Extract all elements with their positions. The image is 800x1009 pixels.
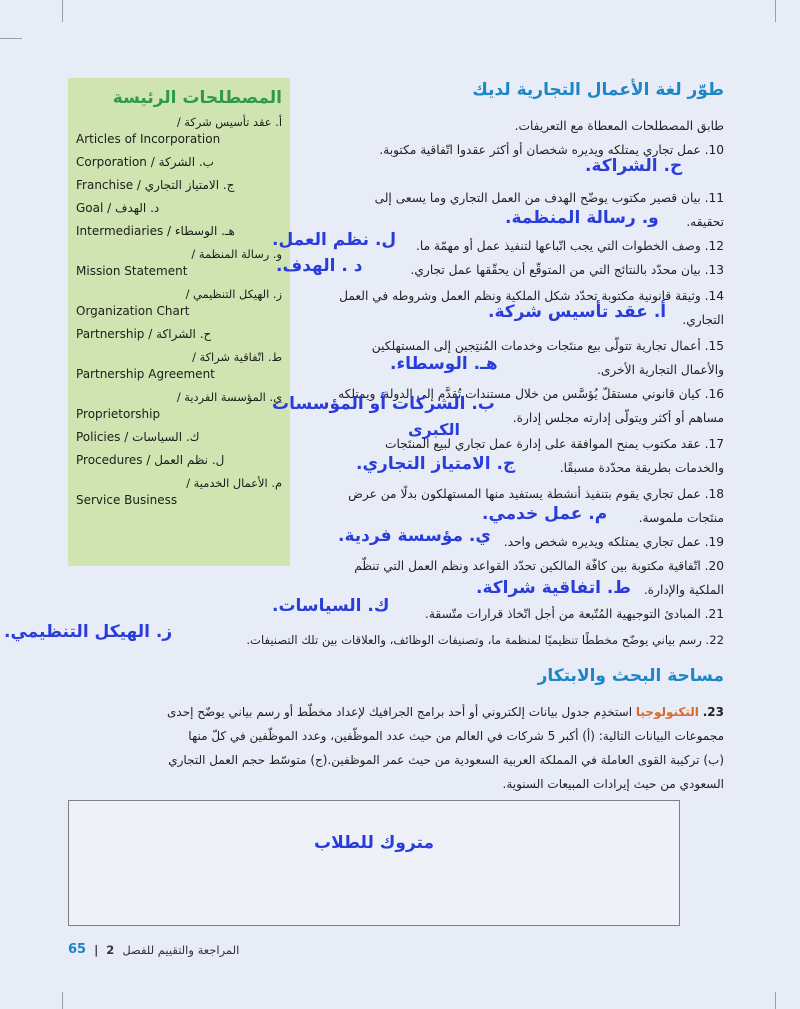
question-11: 11. بيان قصير مكتوب يوضّح الهدف من العمل التجاري وما يسعى إلى: [374, 191, 724, 205]
crop-mark: [775, 992, 776, 1009]
key-terms-box: [68, 78, 290, 566]
answer-18: م. عمل خدمي.: [482, 504, 608, 524]
key-term: [76, 452, 282, 469]
question-15: 15. أعمال تجارية تتولّى بيع منتَجات وخدمات المُنتِجين إلى المستهلكين: [371, 339, 724, 353]
key-term-text: ب. الشركة / Corporation: [76, 155, 214, 169]
question-12: 12. وصف الخطوات التي يجب اتّباعها لتنفيذ عمل أو مهمّة ما.: [415, 239, 724, 253]
answer-box-text: متروك للطلاب: [314, 833, 434, 853]
question-15-cont: والأعمال التجارية الأخرى.: [596, 363, 724, 377]
question-13: 13. بيان محدّد بالنتائج التي من المتوقّع أن يحقّقها عمل تجاري.: [410, 263, 724, 277]
key-terms-title: المصطلحات الرئيسة: [112, 88, 282, 108]
key-term-arabic: أ. عقد تأسيس شركة /: [176, 115, 282, 129]
key-term-text: د. الهدف / Goal: [76, 201, 160, 215]
key-term-english: Mission Statement: [76, 264, 188, 278]
key-term-arabic: و. رسالة المنظمة /: [191, 247, 282, 261]
key-terms-list: [76, 114, 282, 509]
key-term-english: Partnership Agreement: [76, 367, 215, 381]
answer-12: ل. نظم العمل.: [272, 230, 397, 250]
question-23-line2: مجموعات البيانات التالية: (أ) أكبر 5 شركات في العالم من حيث عدد الموظّفين، وعدد الموظّفين في كلّ منها: [188, 729, 724, 743]
answer-14: أ. عقد تأسيس شركة.: [488, 302, 667, 322]
question-14-cont: التجاري.: [682, 313, 724, 327]
question-22: 22. رسم بياني يوضّح مخططًا تنظيميًا لمنظمة ما، وتصنيفات الوظائف، والعلاقات بين تلك التصنيفات.: [246, 633, 724, 647]
question-23-line1: استخدِم جدول بيانات إلكتروني أو أحد برامج الجرافيك لإعداد مخطّط أو رسم بياني يوضّح إحدى: [167, 705, 633, 719]
answer-11: و. رسالة المنظمة.: [505, 208, 659, 228]
key-term-arabic: ي. المؤسسة الفردية /: [176, 390, 282, 404]
key-term: [76, 154, 282, 171]
answer-16-cont: الكبرى: [408, 420, 460, 439]
key-term-english: Organization Chart: [76, 304, 190, 318]
question-16-cont: مساهم أو أكثر ويتولّى إدارته مجلس إدارة.: [512, 411, 724, 425]
question-11-cont: تحقيقه.: [686, 215, 724, 229]
crop-mark: [0, 38, 22, 39]
question-20-cont: الملكية والإدارة.: [643, 583, 724, 597]
section-title-vocabulary: طوّر لغة الأعمال التجارية لديك: [472, 80, 724, 100]
question-21: 21. المبادئ التوجيهية المُتّبعة من أجل اتّخاذ قرارات متّسقة.: [425, 607, 724, 621]
answer-10: ح. الشراكة.: [585, 156, 683, 176]
section-title-research: مساحة البحث والابتكار: [537, 666, 724, 686]
question-23-line3: (ب) تركيبة القوى العاملة في المملكة العربية السعودية من حيث عمر الموظفين.(ج) متوسّط حجم العمل التجاري: [168, 753, 724, 767]
key-term: [76, 177, 282, 194]
crop-mark: [62, 0, 63, 22]
chapter-label: المراجعة والتقييم للفصل: [122, 942, 240, 957]
key-term: [76, 114, 282, 148]
question-18: 18. عمل تجاري يقوم بتنفيذ أنشطة يستفيد منها المستهلكون بدلًا من عرض: [348, 487, 724, 501]
key-term-english: Service Business: [76, 493, 178, 507]
key-term-text: هـ. الوسطاء / Intermediaries: [76, 224, 235, 238]
question-14: 14. وثيقة قانونية مكتوبة تحدّد شكل الملكية ونظم العمل وشروطه في العمل: [339, 289, 724, 303]
key-term-english: Articles of Incorporation: [76, 132, 221, 146]
question-23-number: 23.: [702, 705, 724, 719]
crop-mark: [775, 0, 776, 22]
key-term-text: ك. السياسات / Policies: [76, 430, 200, 444]
key-term-text: ح. الشراكة / Partnership: [76, 327, 212, 341]
footer-separator: |: [94, 942, 99, 957]
question-16: 16. كيان قانوني مستقلّ يُؤسَّس من خلال مستندات تُقدَّم إلى الدولة، ويمتلكه: [338, 387, 724, 401]
question-23: [167, 700, 724, 724]
question-17: 17. عقد مكتوب يمنح الموافقة على إدارة عمل تجاري لبيع المنتَجات: [385, 437, 724, 451]
answer-17: ج. الامتياز التجاري.: [356, 454, 516, 474]
question-23-line4: السعودي من حيث إيرادات المبيعات السنوية.: [502, 777, 724, 791]
question-19: 19. عمل تجاري يمتلكه ويديره شخص واحد.: [503, 535, 724, 549]
key-term-text: ل. نظم العمل / Procedures: [76, 453, 225, 467]
answer-16: ب. الشركات أو المؤسسات: [272, 394, 495, 414]
question-10: 10. عمل تجاري يمتلكه ويديره شخصان أو أكثر عقدوا اتّفاقية مكتوبة.: [379, 143, 724, 157]
key-term-english: Proprietorship: [76, 407, 161, 421]
question-17-cont: والخدمات بطريقة محدّدة مسبقًا.: [559, 461, 724, 475]
question-18-cont: منتَجات ملموسة.: [638, 511, 724, 525]
answer-19: ي. مؤسسة فردية.: [338, 526, 491, 546]
key-term: [76, 349, 282, 383]
answer-22: ز. الهيكل التنظيمي.: [4, 622, 173, 642]
key-term: [76, 200, 282, 217]
crop-mark: [62, 992, 63, 1009]
key-term: [76, 223, 282, 240]
instruction: طابق المصطلحات المعطاة مع التعريفات.: [514, 119, 724, 133]
page-footer: [68, 942, 239, 957]
key-term: [76, 429, 282, 446]
key-term: [76, 246, 282, 280]
key-term-arabic: ط. اتّفاقية شراكة /: [192, 350, 282, 364]
key-term: [76, 286, 282, 320]
technology-label: التكنولوجيا: [635, 705, 699, 719]
answer-20: ط. اتفاقية شراكة.: [476, 578, 631, 598]
answer-21: ك. السياسات.: [272, 596, 390, 616]
key-term: [76, 389, 282, 423]
answer-box: [68, 800, 680, 926]
question-20: 20. اتّفاقية مكتوبة بين كافّة المالكين تحدّد القواعد ونظم العمل التي تنظّم: [354, 559, 724, 573]
key-term-text: ج. الامتياز التجاري / Franchise: [76, 178, 235, 192]
key-term-arabic: ز. الهيكل التنظيمي /: [185, 287, 282, 301]
chapter-number: 2: [106, 942, 115, 957]
key-term: [76, 326, 282, 343]
answer-13: د . الهدف.: [276, 256, 363, 276]
key-term: [76, 475, 282, 509]
key-term-arabic: م. الأعمال الخدمية /: [186, 476, 282, 490]
answer-15: هـ. الوسطاء.: [390, 354, 498, 374]
page-number: 65: [68, 942, 87, 957]
